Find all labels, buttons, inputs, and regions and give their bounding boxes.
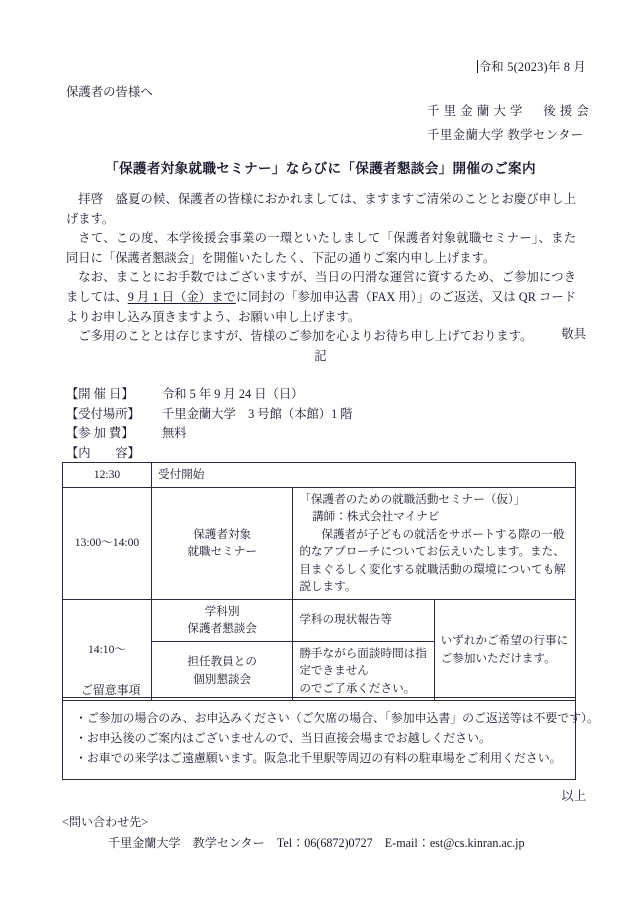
event-name-line-1: 保護者対象: [193, 527, 252, 541]
contact-section: [62, 812, 525, 854]
event-name-line-1: 学科別: [204, 604, 240, 618]
paragraph-4: ご多用のこととは存じますが、皆様のご参加を心よりお待ち申し上げております。: [78, 329, 533, 344]
closing-salutation: 敬具: [561, 327, 586, 341]
document-date: [477, 57, 586, 75]
body-text: [66, 190, 576, 347]
detail-value: 無料: [162, 426, 187, 440]
event-name-line-1: 担任教員との: [187, 655, 257, 669]
notes-legend: ご留意事項: [76, 683, 145, 697]
detail-value: 令和 5 年 9 月 24 日（日）: [162, 387, 304, 401]
paragraph-1: 拝啓 盛夏の候、保護者の皆様におかれましては、ますますご清栄のこととお慶び申し上げます。: [66, 192, 576, 226]
seminar-title: 「保護者のための就職活動セミナー（仮）」: [299, 492, 526, 506]
cell-time: 13:00～14:00: [63, 487, 152, 599]
page-title: 「保護者対象就職セミナー」ならびに「保護者懇談会」開催のご案内: [105, 161, 536, 176]
table-row: [63, 487, 576, 599]
text-caret: [477, 60, 478, 73]
addressee: 保護者の皆様へ: [66, 85, 153, 99]
cell-description: 学科の現状報告等: [293, 599, 434, 641]
contact-detail: 千里金蘭大学 教学センター Tel：06(6872)0727 E-mail：est@cs.kinran.ac.jp: [108, 836, 525, 850]
cell-time: 14:10～: [63, 599, 152, 701]
note-item: ・お申込後のご案内はございませんので、当日直接会場までお越しください。: [75, 731, 491, 745]
deadline-underlined: 9 月 1 日（金）まで: [127, 289, 236, 304]
paragraph-3-part-2: に同封の「参加申込書（FAX 用）」のご返送、又は QR コードよりお申し込み頂きますよう、お願い申し上げます。: [66, 289, 576, 324]
schedule-table: [62, 462, 576, 701]
table-row: [63, 599, 576, 641]
event-name-line-2: 保護者懇談会: [187, 622, 257, 635]
paragraph-3: [66, 268, 576, 327]
description-line-1: 勝手ながら面談時間は指定できません: [299, 646, 427, 677]
ijou-mark: 以上: [561, 789, 586, 803]
paragraph-2: さて、この度、本学後援会事業の一環といたしまして「保護者対象就職セミナー」、また同日に「保護者懇談会」を開催いたしたく、下記の通りご案内申し上げます。: [66, 231, 576, 265]
cell-event-name: [152, 487, 293, 599]
detail-value: 千里金蘭大学 3 号館（本館）1 階: [162, 406, 353, 421]
cell-description: [293, 641, 434, 701]
contact-label: <問い合わせ先>: [62, 815, 149, 829]
note-item: ・お車での来学はご遠慮願います。阪急北千里駅等周辺の有料の駐車場をご利用ください。: [75, 751, 562, 765]
note-line-2: ご参加いただけます。: [440, 651, 556, 665]
seminar-lecturer: 講師：株式会社マイナビ: [312, 510, 440, 523]
detail-row-venue: [66, 405, 353, 425]
cell-reception: 受付開始: [152, 463, 576, 488]
ki-mark: 記: [314, 349, 327, 363]
event-name-line-2: 就職セミナー: [187, 545, 257, 558]
description-line-2: のでご了承ください。: [299, 681, 416, 695]
paragraph-3-part-1: なお、まことにお手数ではございますが、当日の円滑な運営に資するため、ご参加につきましては、: [66, 270, 576, 304]
seminar-description: 保護者が子どもの就活をサポートする際の一般的なアプローチについてお伝えいたします。また、目まぐるしく変化する就職活動の環境についても解説します。: [299, 527, 566, 593]
cell-event-name: [152, 599, 293, 641]
detail-label: 【開 催 日】: [66, 387, 134, 401]
issuing-organization: [427, 101, 593, 143]
cell-time: 12:30: [63, 463, 152, 488]
detail-label: 【内 容】: [66, 445, 140, 460]
detail-row-content: [66, 444, 353, 464]
detail-value: [162, 444, 353, 464]
organization-line-2: 千里金蘭大学 教学センター: [427, 128, 584, 142]
event-name-line-2: 個別懇談会: [193, 672, 252, 686]
note-item: ・ご参加の場合のみ、お申込みください（ご欠席の場合、「参加申込書」のご返送等は不要です）。: [75, 711, 599, 725]
event-details-list: [66, 385, 353, 463]
detail-row-fee: [66, 424, 353, 444]
cell-description: [293, 487, 576, 599]
detail-row-date: [66, 385, 353, 405]
detail-label: 【参 加 費】: [66, 426, 134, 440]
note-line-1: いずれかご希望の行事に: [440, 634, 569, 648]
detail-label: 【受付場所】: [66, 406, 140, 421]
organization-line-1: 千里金蘭大学 後援会: [427, 104, 593, 118]
cell-note: [434, 599, 575, 701]
cell-event-name: [152, 641, 293, 701]
table-row: [63, 463, 576, 488]
date-text: 令和 5(2023)年 8 月: [478, 60, 586, 74]
notes-box: [62, 697, 599, 780]
